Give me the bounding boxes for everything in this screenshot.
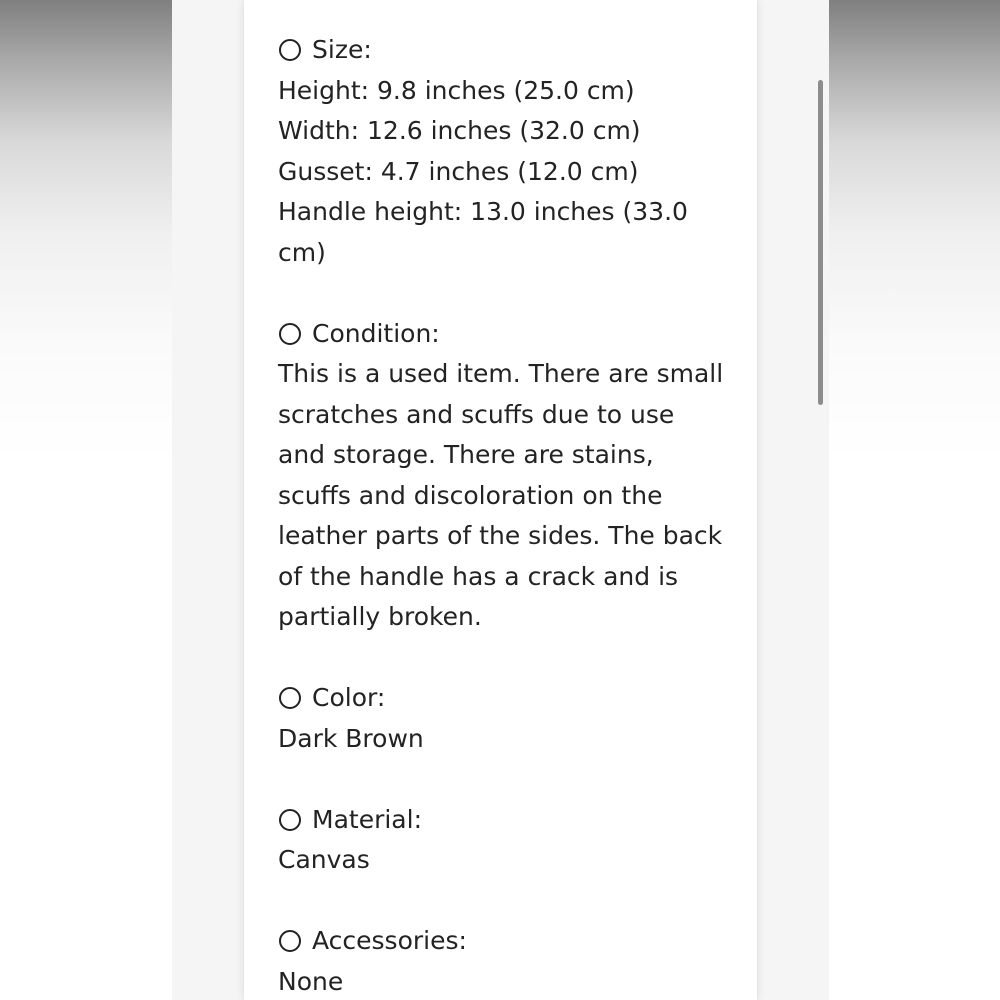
accessories-heading: [278, 921, 728, 962]
condition-text: This is a used item. There are small scratches and scuffs due to use and storage. There are stains, scuffs and discoloration on the leather parts of the sides. The back of the handle has a crack and is partially broken.: [278, 359, 724, 631]
condition-heading-label: Condition:: [312, 318, 440, 348]
size-width: Width: 12.6 inches (32.0 cm): [278, 116, 641, 145]
accessories-value: None: [278, 966, 344, 996]
size-handle-height: Handle height: 13.0 inches (33.0 cm): [278, 197, 688, 267]
size-heading-label: Size:: [312, 35, 372, 64]
color-heading-label: Color:: [312, 683, 386, 712]
size-section: [278, 30, 728, 273]
scrollbar[interactable]: [818, 80, 823, 405]
background-right: [829, 0, 1000, 1000]
circle-outline-icon: [279, 323, 301, 345]
accessories-heading-label: Accessories:: [312, 926, 467, 955]
condition-section: [278, 314, 728, 638]
circle-outline-icon: [279, 809, 301, 831]
circle-outline-icon: [279, 930, 301, 952]
circle-outline-icon: [279, 39, 301, 61]
color-section: [278, 678, 728, 759]
circle-outline-icon: [279, 687, 301, 709]
item-description: [278, 30, 728, 1000]
size-height: Height: 9.8 inches (25.0 cm): [278, 75, 635, 105]
description-card: [244, 0, 757, 1000]
background-left: [0, 0, 172, 1000]
material-value: Canvas: [278, 845, 370, 874]
material-heading-label: Material:: [312, 804, 422, 834]
color-heading: [278, 678, 728, 719]
size-heading: [278, 30, 728, 71]
size-gusset: Gusset: 4.7 inches (12.0 cm): [278, 156, 639, 186]
phone-screen: [172, 0, 829, 1000]
material-section: [278, 800, 728, 881]
material-heading: [278, 800, 728, 841]
condition-heading: [278, 314, 728, 355]
accessories-section: [278, 921, 728, 1000]
color-value: Dark Brown: [278, 723, 424, 753]
